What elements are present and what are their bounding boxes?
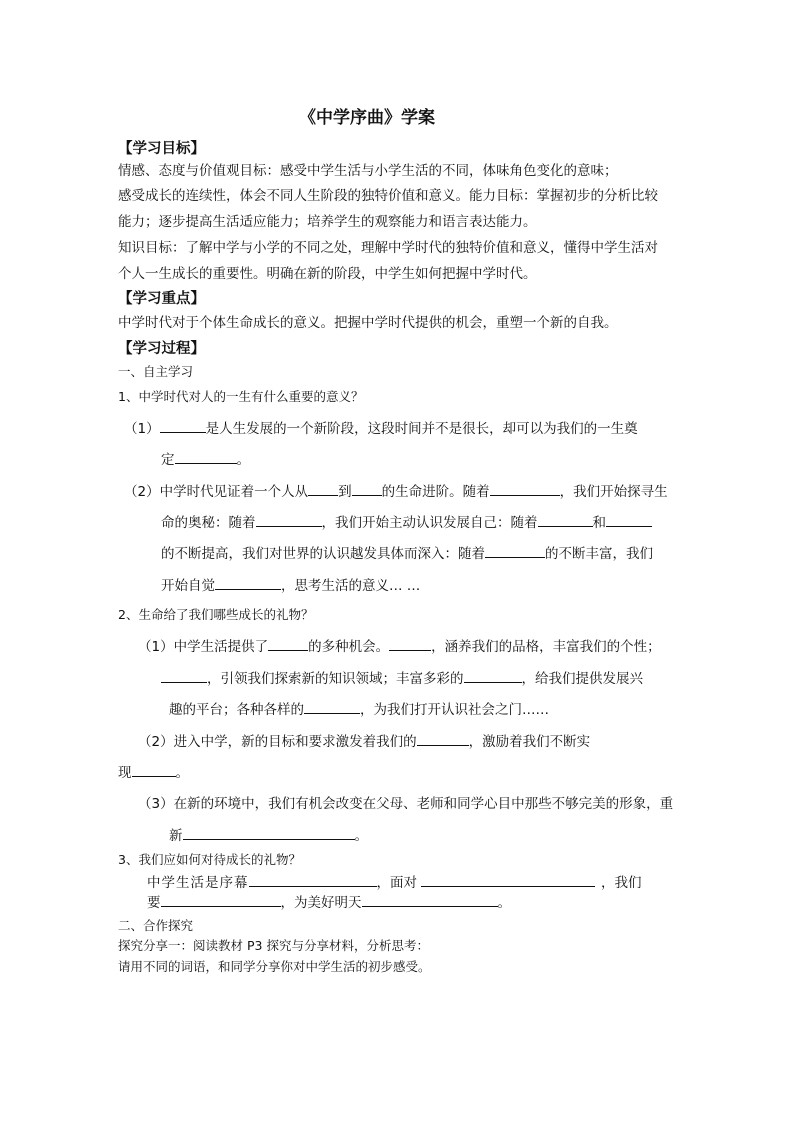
fill-blank[interactable]: [161, 668, 207, 683]
page-title: 《中学序曲》学案: [299, 108, 435, 128]
question-3-line: [147, 892, 511, 913]
section-cooperative-inquiry: 二、合作探究: [118, 918, 194, 933]
item-text: 的不断提高，我们对世界的认识越发具体而深入：随着: [161, 546, 485, 562]
item-text: 到: [338, 484, 352, 500]
item-text: ，为我们打开认识社会之门……: [360, 702, 549, 718]
item-text: 新: [169, 828, 183, 844]
item-text: 命的奥秘：随着: [161, 515, 256, 531]
fill-blank[interactable]: [464, 668, 522, 683]
item-text: ，引领我们探索新的知识领域；丰富多彩的: [207, 671, 464, 687]
goal-line: 能力；逐步提高生活适应能力；培养学生的观察能力和语言表达能力。: [118, 214, 537, 230]
item-text: ，为美好明天: [280, 895, 362, 911]
fill-blank[interactable]: [268, 636, 308, 651]
item-number: （1）: [124, 421, 160, 437]
item-text: ，我们: [601, 875, 642, 891]
item-text: 定: [161, 452, 175, 468]
item-text: ，面对: [376, 875, 417, 891]
question-2-item-3: [138, 794, 673, 814]
question-3-line: [147, 872, 642, 893]
heading-learning-goals: 【学习目标】: [118, 141, 205, 157]
fill-blank[interactable]: [485, 543, 545, 558]
fill-blank[interactable]: [352, 481, 382, 496]
fill-blank[interactable]: [389, 636, 431, 651]
question-2-item-2-cont: [118, 762, 189, 783]
item-text: ，我们开始探寻生: [559, 484, 668, 500]
heading-learning-focus: 【学习重点】: [118, 291, 205, 307]
item-text: （3）在新的环境中，我们有机会改变在父母、老师和同学心目中那些不够完美的形象，重: [138, 796, 674, 812]
item-text: 。: [236, 452, 250, 468]
question-1-item-1-cont: [161, 449, 250, 470]
item-text: 中学生活是序幕: [147, 875, 249, 891]
item-text: ，激励着我们不断实: [468, 734, 591, 750]
fill-blank[interactable]: [161, 892, 281, 907]
goal-line: 感受成长的连续性，体会不同人生阶段的独特价值和意义。能力目标：掌握初步的分析比较: [118, 188, 658, 204]
fill-blank[interactable]: [606, 512, 652, 527]
fill-blank[interactable]: [132, 762, 176, 777]
fill-blank[interactable]: [160, 418, 206, 433]
goal-line: 情感、态度与价值观目标：感受中学生活与小学生活的不同，体味角色变化的意味；: [118, 163, 618, 179]
fill-blank[interactable]: [215, 575, 281, 590]
fill-blank[interactable]: [362, 892, 498, 907]
question-2-item-1: [138, 636, 661, 657]
section-self-study: 一、自主学习: [118, 364, 194, 379]
fill-blank[interactable]: [183, 825, 355, 840]
question-1-item-2-cont: [161, 543, 653, 564]
item-text: 。: [175, 765, 189, 781]
fill-blank[interactable]: [490, 481, 560, 496]
item-text: （2）中学时代见证着一个人从: [124, 484, 309, 500]
item-text: 开始自觉: [161, 578, 215, 594]
item-text: （2）进入中学，新的目标和要求激发着我们的: [138, 734, 417, 750]
fill-blank[interactable]: [304, 699, 360, 714]
goal-line: 个人一生成长的重要性。明确在新的阶段，中学生如何把握中学时代。: [118, 266, 537, 282]
question-1-title: 1、中学时代对人的一生有什么重要的意义？: [118, 389, 364, 404]
item-text: 。: [497, 895, 511, 911]
item-text: ，思考生活的意义… …: [281, 578, 421, 594]
question-2-item-2: [138, 731, 590, 752]
item-text: 要: [147, 895, 161, 911]
question-3-title: 3、我们应如何对待成长的礼物？: [118, 852, 301, 867]
item-text: 的多种机会。: [308, 639, 390, 655]
inquiry-text: 探究分享一：阅读教材 P3 探究与分享材料，分析思考：: [118, 938, 429, 953]
item-text: 趣的平台；各种各样的: [169, 702, 304, 718]
item-text: ，涵养我们的品格，丰富我们的个性；: [431, 639, 661, 655]
item-text: 的不断丰富，我们: [545, 546, 653, 562]
question-1-item-1: [124, 418, 638, 439]
fill-blank[interactable]: [308, 481, 338, 496]
item-text: 是人生发展的一个新阶段，这段时间并不是很长，却可以为我们的一生奠: [205, 421, 638, 437]
question-2-item-1-cont: [161, 668, 643, 689]
fill-blank[interactable]: [249, 872, 377, 887]
item-text: 现: [118, 765, 132, 781]
heading-learning-process: 【学习过程】: [118, 341, 205, 357]
question-2-item-1-cont: [169, 699, 549, 720]
fill-blank[interactable]: [175, 449, 237, 464]
fill-blank[interactable]: [538, 512, 593, 527]
inquiry-text: 请用不同的词语，和同学分享你对中学生活的初步感受。: [118, 959, 431, 974]
goal-line: 知识目标：了解中学与小学的不同之处，理解中学时代的独特价值和意义，懂得中学生活对: [118, 240, 658, 256]
question-1-item-2: [124, 481, 668, 502]
fill-blank[interactable]: [421, 872, 595, 887]
item-text: （1）中学生活提供了: [138, 639, 269, 655]
focus-text: 中学时代对于个体生命成长的意义。把握中学时代提供的机会，重塑一个新的自我。: [118, 315, 618, 331]
item-text: ，我们开始主动认识发展自己：随着: [321, 515, 538, 531]
question-1-item-2-cont: [161, 512, 652, 533]
question-2-item-3-cont: [169, 825, 368, 846]
item-text: ，给我们提供发展兴: [521, 671, 643, 687]
fill-blank[interactable]: [417, 731, 469, 746]
item-text: 的生命进阶。随着: [381, 484, 490, 500]
item-text: 和: [592, 515, 606, 531]
question-1-item-2-cont: [161, 575, 420, 596]
fill-blank[interactable]: [256, 512, 322, 527]
question-2-title: 2、生命给了我们哪些成长的礼物？: [118, 607, 314, 622]
item-text: 。: [354, 828, 368, 844]
